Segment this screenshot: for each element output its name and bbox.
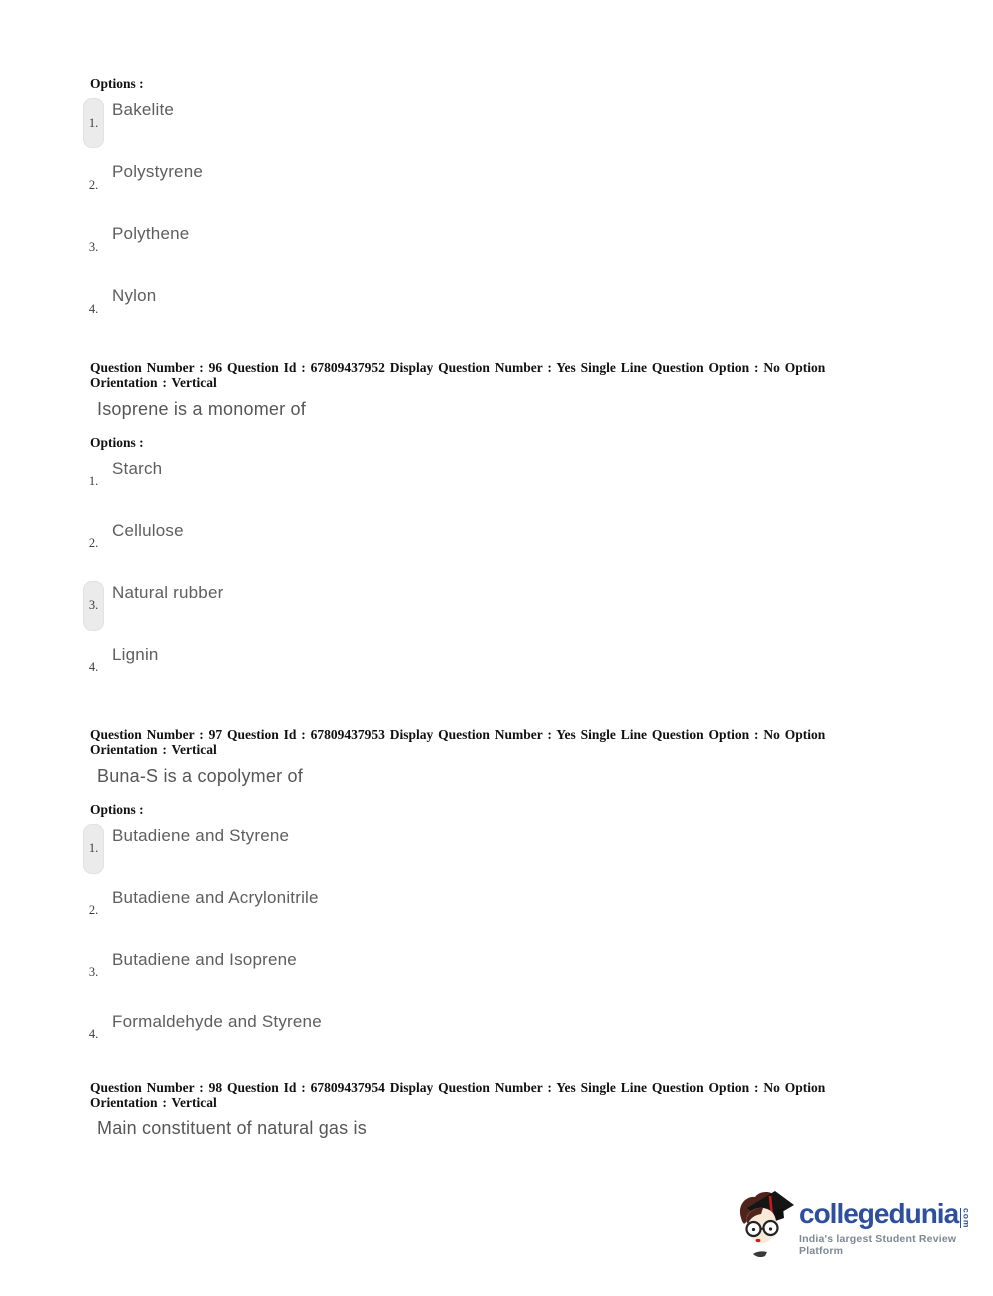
question-meta-line2: Orientation : Vertical: [90, 742, 217, 758]
option-row: [83, 824, 880, 874]
option-label: Formaldehyde and Styrene: [112, 1011, 322, 1031]
question-block-98: [90, 1080, 880, 1140]
option-label: Lignin: [112, 644, 159, 664]
question-text: Main constituent of natural gas is: [97, 1118, 367, 1139]
option-label: Butadiene and Acrylonitrile: [112, 887, 319, 907]
collegedunia-brand-text: [799, 1188, 993, 1257]
option-label: Natural rubber: [112, 582, 224, 602]
option-number-badge: 1.: [88, 474, 99, 489]
option-label: Bakelite: [112, 100, 175, 119]
question-meta-line1: Question Number : 96 Question Id : 67809437952 Display Question Number : Yes Single Line Question Option : No Option: [90, 360, 826, 375]
question-meta-line1: Question Number : 98 Question Id : 67809437954 Display Question Number : Yes Single Line Question Option : No Option: [90, 1079, 826, 1095]
option-number-badge: 4.: [88, 660, 99, 675]
option-number-badge: 1.: [83, 98, 104, 148]
option-number-badge: 1.: [83, 824, 104, 874]
question-meta: [90, 727, 872, 758]
question-meta: [90, 360, 872, 391]
option-number-badge: 2.: [88, 536, 99, 551]
option-number-badge: 2.: [88, 903, 99, 917]
option-number-badge: 2.: [88, 177, 99, 192]
option-label: Nylon: [112, 286, 157, 305]
option-row: [83, 581, 880, 631]
brand-name: collegedunia: [799, 1198, 959, 1229]
options-block-previous-question: [90, 76, 880, 334]
options-label: Options :: [90, 434, 144, 450]
option-number-badge: 4.: [88, 301, 99, 316]
collegedunia-watermark: [737, 1188, 993, 1264]
brand-tagline: India's largest Student Review Platform: [799, 1233, 957, 1258]
option-row: [83, 160, 880, 210]
question-meta-line1: Question Number : 97 Question Id : 67809437953 Display Question Number : Yes Single Line Question Option : No Option: [90, 726, 826, 742]
option-row: [83, 1010, 880, 1060]
option-number-badge: 3.: [83, 581, 104, 631]
brand-suffix: com: [961, 1208, 972, 1229]
option-row: [83, 222, 880, 272]
option-row: [83, 519, 880, 569]
option-label: Polystyrene: [112, 162, 204, 181]
question-meta: [90, 1080, 872, 1111]
option-label: Cellulose: [112, 520, 184, 540]
options-label: Options :: [90, 801, 144, 817]
option-number-badge: 4.: [88, 1027, 99, 1041]
question-block-96: [90, 360, 880, 693]
option-number-badge: 3.: [88, 239, 99, 254]
collegedunia-mascot-icon: [737, 1188, 795, 1264]
option-row: [83, 98, 880, 148]
question-text: Isoprene is a monomer of: [97, 398, 306, 419]
option-row: [83, 643, 880, 693]
option-row: [83, 457, 880, 507]
option-label: Starch: [112, 458, 163, 478]
option-row: [83, 284, 880, 334]
option-number-badge: 3.: [88, 965, 99, 979]
question-block-97: [90, 727, 880, 1060]
option-label: Butadiene and Styrene: [112, 825, 290, 845]
question-meta-line2: Orientation : Vertical: [90, 1094, 217, 1110]
question-meta-line2: Orientation : Vertical: [90, 375, 217, 391]
option-label: Polythene: [112, 224, 190, 243]
document-body: [90, 76, 880, 1139]
option-label: Butadiene and Isoprene: [112, 949, 297, 969]
options-label: Options :: [90, 76, 144, 91]
question-text: Buna-S is a copolymer of: [97, 765, 303, 786]
option-row: [83, 948, 880, 998]
option-row: [83, 886, 880, 936]
